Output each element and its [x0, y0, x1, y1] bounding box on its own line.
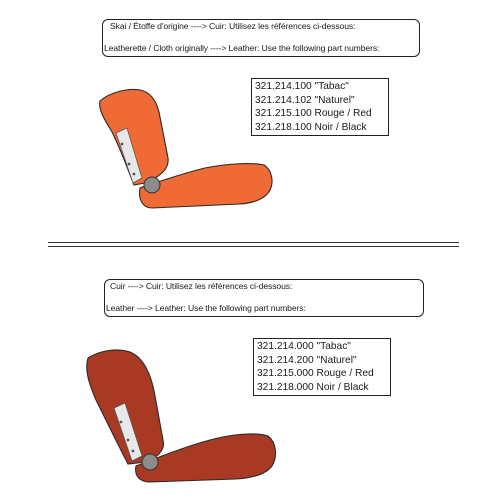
- note-line-fr: Cuir ----> Cuir: Utilisez les références ci-dessous:: [110, 281, 293, 291]
- part-name: Noir / Black: [314, 121, 367, 133]
- seat-illustration-leather: [0, 330, 500, 500]
- section-divider: [48, 242, 459, 247]
- part-number: 321.215.100: [255, 108, 312, 120]
- part-name: "Tabac": [314, 81, 349, 92]
- part-name: Rouge / Red: [314, 108, 372, 120]
- note-line-en: Leather ----> Leather: Use the following part numbers:: [106, 303, 306, 313]
- part-number: 321.218.100: [255, 121, 312, 133]
- part-number: 321.214.100: [255, 81, 312, 92]
- note-line-en: Leatherette / Cloth originally ----> Leather: Use the following part numbers:: [104, 43, 380, 53]
- pivot-knob: [142, 454, 158, 470]
- part-name: "Tabac": [316, 341, 351, 352]
- part-number: 321.218.000: [257, 381, 314, 393]
- part-name: Noir / Black: [316, 381, 369, 393]
- part-number: 321.215.000: [257, 368, 314, 380]
- part-number: 321.214.102: [255, 94, 312, 106]
- part-name: "Naturel": [316, 354, 357, 366]
- part-name: "Naturel": [314, 94, 355, 106]
- part-number: 321.214.000: [257, 341, 314, 352]
- seat-illustration-leatherette: [0, 0, 500, 230]
- note-box-2: [104, 279, 424, 317]
- note-line-fr: Skai / Étoffe d'origine ----> Cuir: Utilisez les références ci-dessous:: [110, 21, 356, 31]
- part-name: Rouge / Red: [316, 368, 374, 380]
- pivot-knob: [144, 177, 160, 193]
- part-number: 321.214.200: [257, 354, 314, 366]
